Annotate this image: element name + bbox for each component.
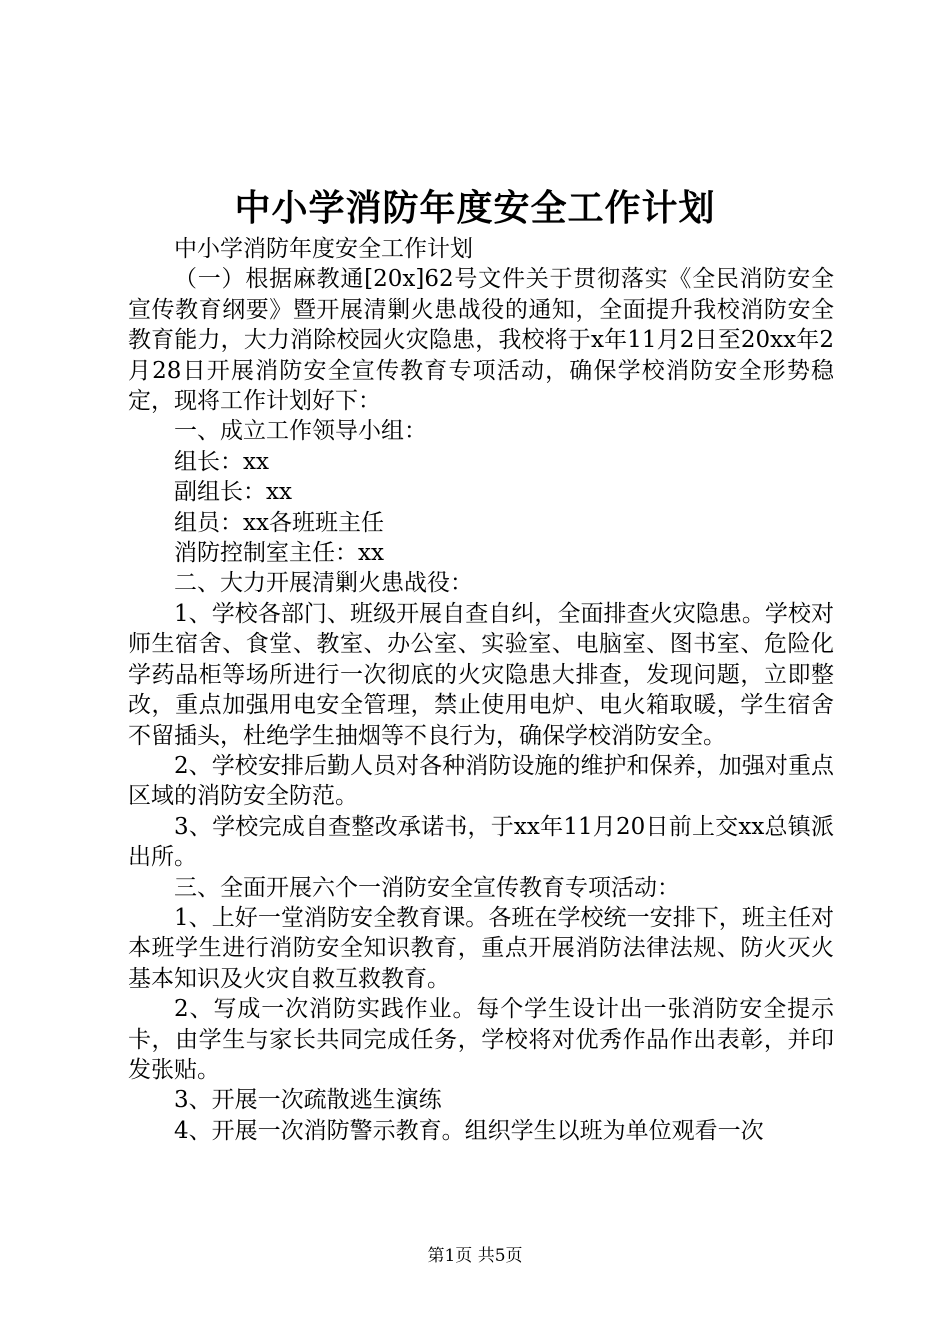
paragraph-members: 组员：xx各班班主任 [174,509,384,536]
paragraph-item: 4、开展一次消防警示教育。组织学生以班为单位观看一次 [174,1117,764,1144]
paragraph-item: 2、写成一次消防实践作业。每个学生设计出一张消防安全提示卡，由学生与家长共同完成任务，学校将对优秀作品作出表彰，并印发张贴。 [128,996,834,1083]
page-number-footer: 第1页 共5页 [427,1246,523,1266]
paragraph-intro: （一）根据麻教通[20x]62号文件关于贯彻落实《全民消防安全宣传教育纲要》暨开展清剿火患战役的通知，全面提升我校消防安全教育能力，大力消除校园火灾隐患，我校将于x年11月2日至20xx年2月28日开展消防安全宣传教育专项活动，确保学校消防安全形势稳定，现将工作计划好下： [128,266,834,415]
paragraph-leader: 组长：xx [174,448,269,475]
heading-section-3: 三、全面开展六个一消防安全宣传教育专项活动： [174,874,680,901]
document-title: 中小学消防年度安全工作计划 [234,187,716,229]
paragraph-item: 2、学校安排后勤人员对各种消防设施的维护和保养，加强对重点区域的消防安全防范。 [128,752,834,810]
heading-section-1: 一、成立工作领导小组： [174,418,427,445]
paragraph-control-room: 消防控制室主任：xx [174,540,384,567]
paragraph-item: 1、上好一堂消防安全教育课。各班在学校统一安排下，班主任对本班学生进行消防安全知识教育，重点开展消防法律法规、防火灭火基本知识及火灾自救互救教育。 [128,904,834,992]
document-body [128,234,834,1146]
paragraph-deputy-leader: 副组长：xx [174,479,292,506]
paragraph-item: 1、学校各部门、班级开展自查自纠，全面排查火灾隐患。学校对师生宿舍、食堂、教室、办公室、实验室、电脑室、图书室、危险化学药品柜等场所进行一次彻底的火灾隐患大排查，发现问题，立即整改，重点加强用电安全管理，禁止使用电炉、电火箱取暖，学生宿舍不留插头，杜绝学生抽烟等不良行为，确保学校消防安全。 [128,600,834,749]
heading-section-2: 二、大力开展清剿火患战役： [174,570,473,597]
paragraph-item: 3、学校完成自查整改承诺书，于xx年11月20日前上交xx总镇派出所。 [128,813,834,871]
paragraph-subtitle: 中小学消防年度安全工作计划 [174,236,473,262]
paragraph-item: 3、开展一次疏散逃生演练 [174,1087,442,1114]
